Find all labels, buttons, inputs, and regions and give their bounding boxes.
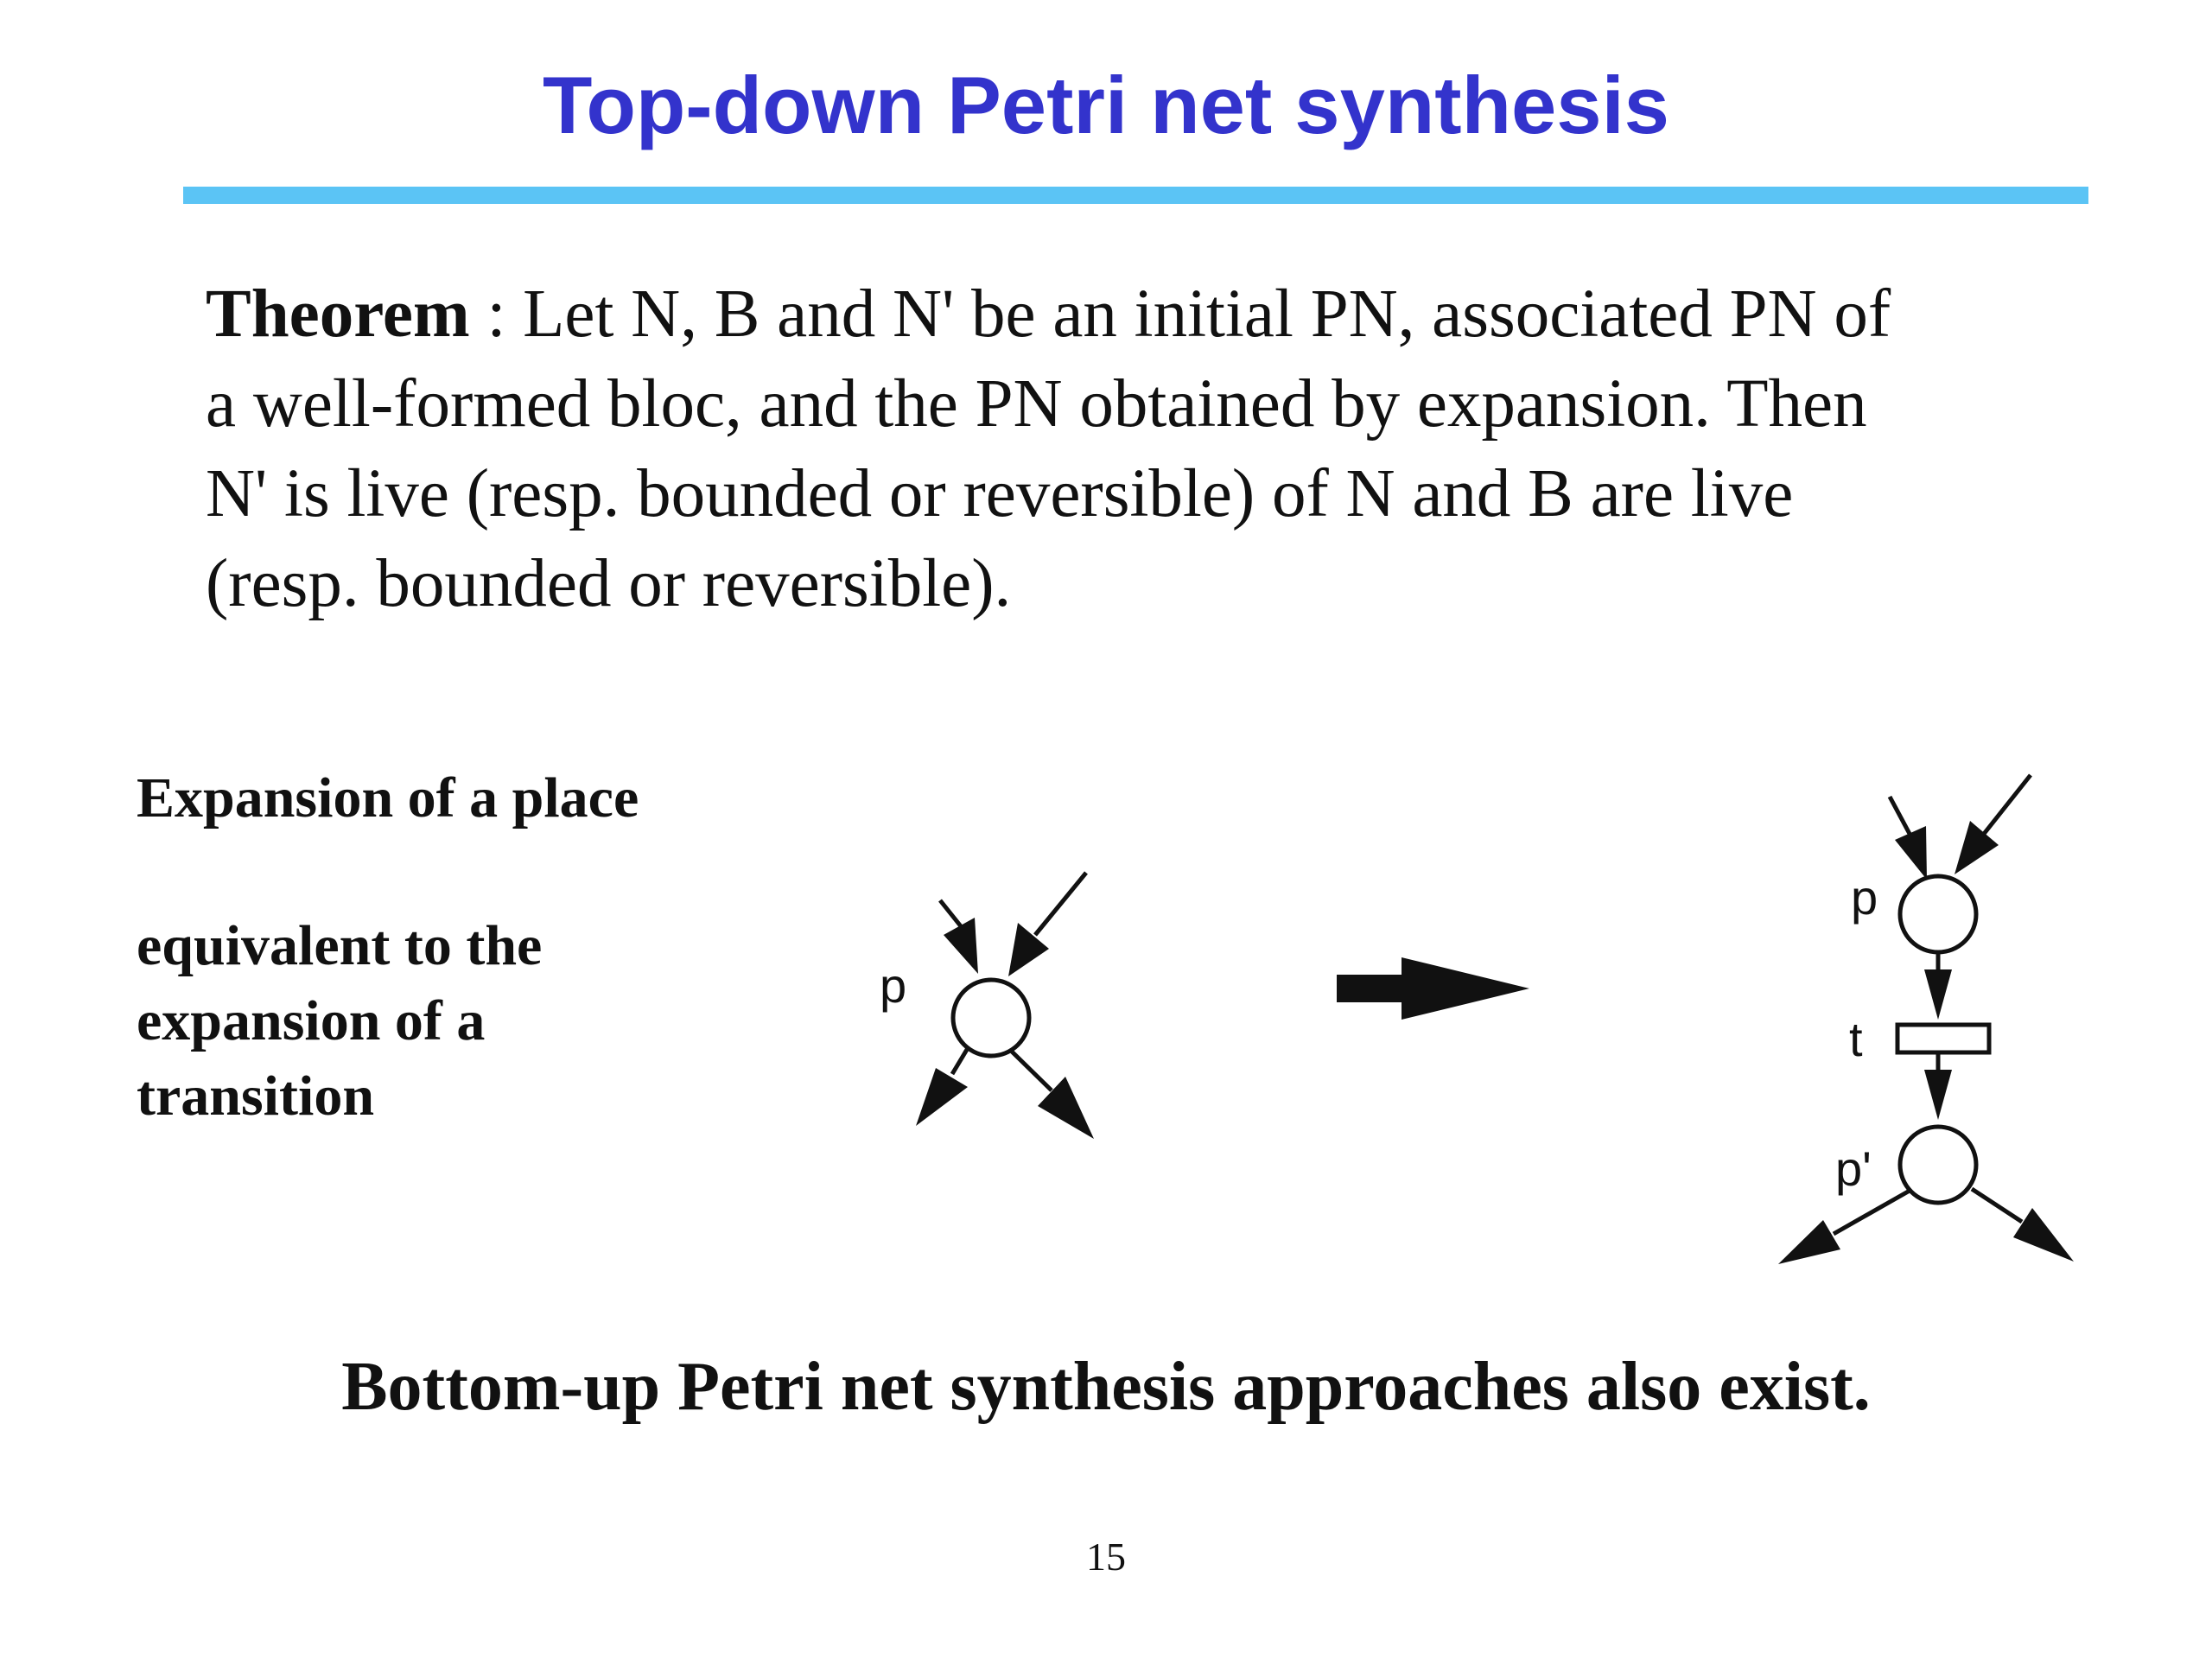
after-out-arrowhead-2: [2013, 1208, 2074, 1262]
theorem-line-3: N' is live (resp. bounded or reversible) of N and B are live: [206, 456, 1794, 531]
before-place-label: p: [880, 958, 907, 1013]
after-out-arc-2: [1972, 1189, 2022, 1222]
bottom-statement: Bottom-up Petri net synthesis approaches also exist.: [341, 1349, 1871, 1425]
after-place-label: p: [1851, 870, 1878, 925]
page-number: 15: [1086, 1535, 1126, 1579]
after-out-arc-1: [1834, 1191, 1910, 1234]
transition-label: t: [1849, 1012, 1863, 1066]
theorem-line-4: (resp. bounded or reversible).: [206, 546, 1012, 621]
notes-heading: Expansion of a place: [137, 766, 639, 830]
before-out-arc-1: [952, 1048, 968, 1074]
after-place-p-prime: [1900, 1127, 1976, 1203]
after-in-arc-2: [1984, 775, 2031, 834]
before-in-arrowhead-1: [944, 918, 978, 974]
after-in-arrowhead-1: [1895, 826, 1927, 880]
after-transition-t: [1897, 1025, 1989, 1052]
notes-line-2: expansion of a: [137, 989, 486, 1052]
before-place-p: [953, 980, 1029, 1056]
theorem-line-2: a well-formed bloc, and the PN obtained by expansion. Then: [206, 366, 1867, 442]
after-out-arrowhead-1: [1778, 1220, 1840, 1264]
theorem-label: Theorem: [206, 276, 470, 352]
before-in-arc-1: [940, 900, 961, 926]
notes-line-1: equivalent to the: [137, 914, 543, 977]
before-net: [880, 873, 1094, 1139]
theorem-line-1-text: : Let N, B and N' be an initial PN, associated PN of: [469, 276, 1891, 352]
after-place2-label: p': [1835, 1141, 1872, 1196]
expansion-arrow-icon: [1337, 957, 1529, 1020]
before-in-arrowhead-2: [1008, 923, 1049, 976]
notes-line-3: transition: [137, 1065, 375, 1128]
after-place-p: [1900, 876, 1976, 952]
after-in-arc-1: [1890, 797, 1910, 834]
after-in-arrowhead-2: [1955, 821, 1999, 874]
slide-title: Top-down Petri net synthesis: [543, 60, 1669, 150]
before-out-arc-2: [1011, 1051, 1052, 1090]
after-net: [1778, 775, 2074, 1264]
before-in-arc-2: [1035, 873, 1086, 935]
arrowhead-p-to-t: [1924, 969, 1952, 1020]
before-out-arrowhead-1: [916, 1068, 968, 1126]
arrowhead-t-to-p2: [1924, 1070, 1952, 1120]
